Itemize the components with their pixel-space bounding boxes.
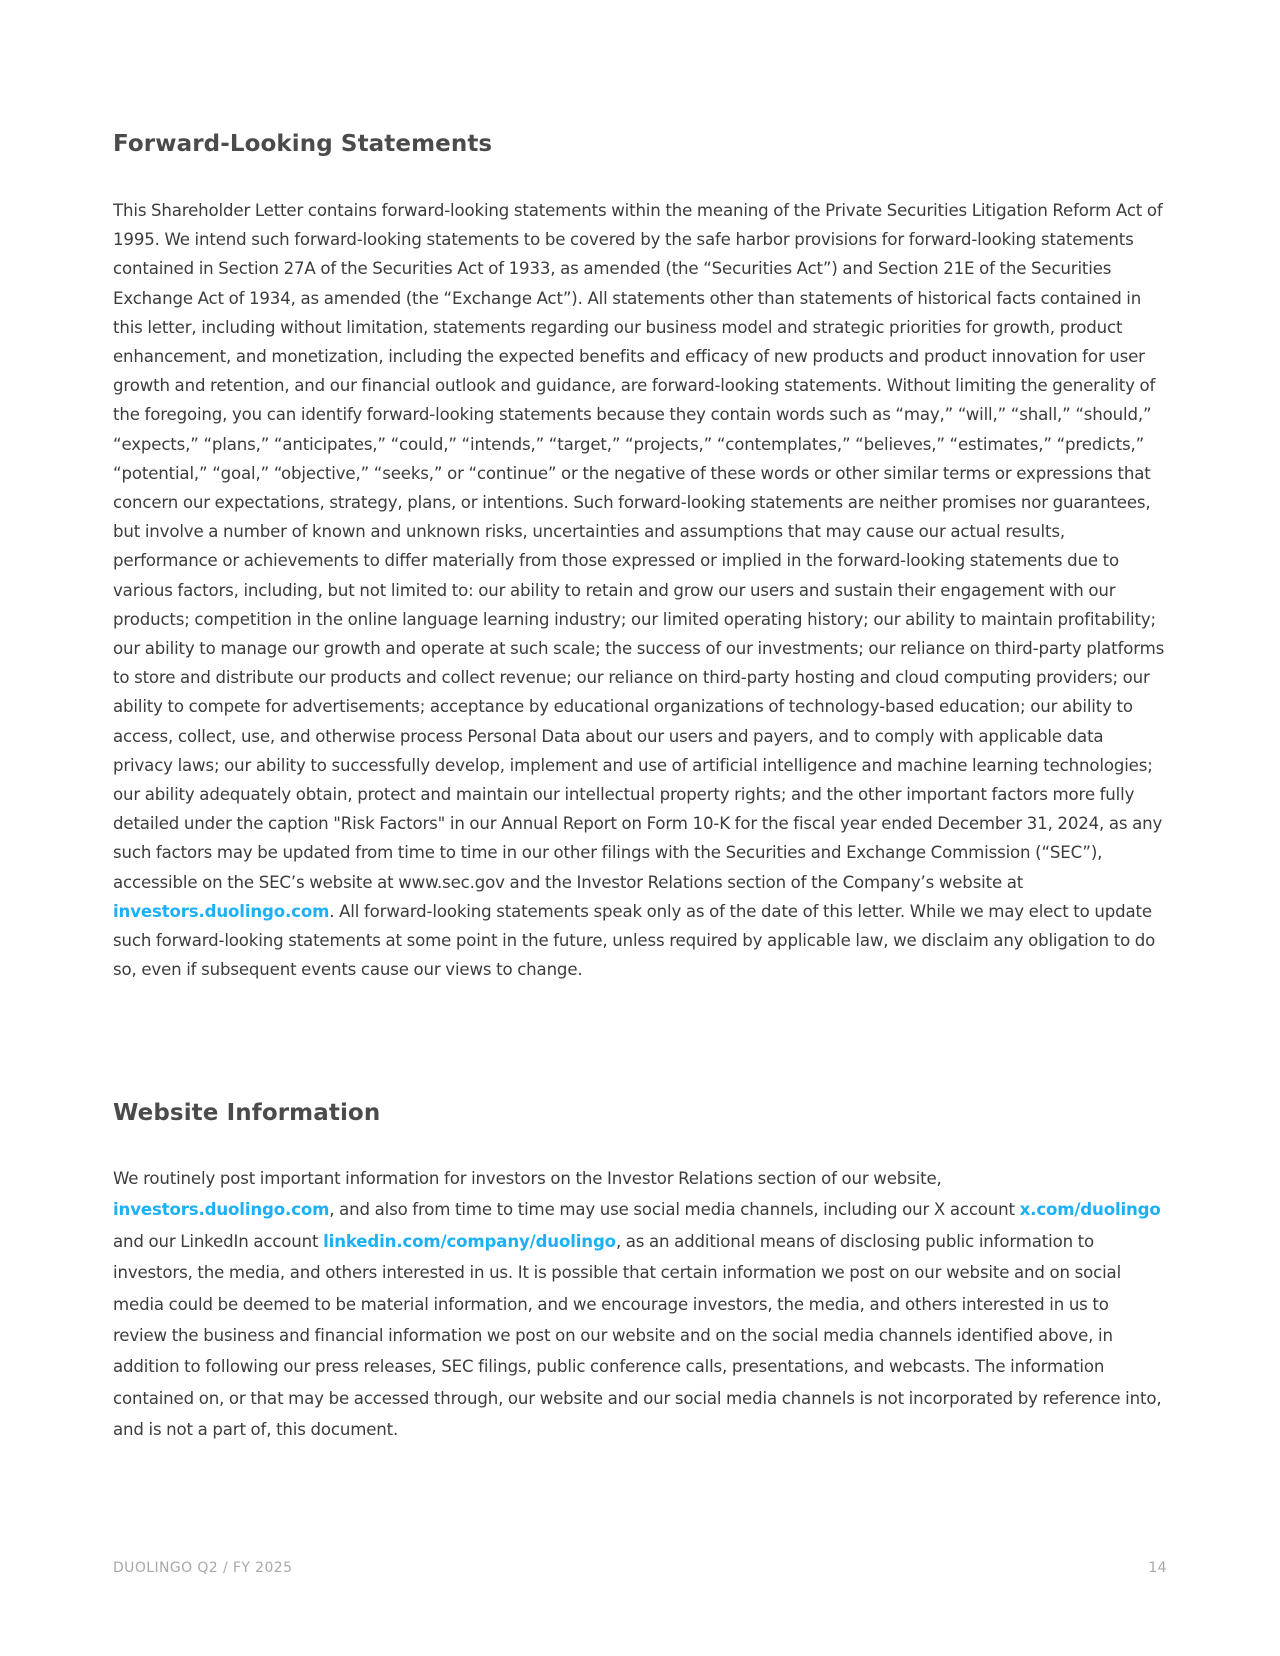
- website-text-1: We routinely post important information for investors on the Investor Relations section of our website,: [113, 1169, 942, 1188]
- website-text-2: , and also from time to time may use social media channels, including our X account: [329, 1200, 1020, 1220]
- forward-looking-text-1: This Shareholder Letter contains forward-looking statements within the meaning of the Private Securities Litigation Reform Act of 1995. We intend such forward-looking statements to be covered by the safe harbor provisions for forward-looking statements contained in Section 27A of the Securities Act of 1933, as amended (the “Securities Act”) and Section 21E of the Securities Exchange Act of 1934, as amended (the “Exchange Act”). All statements other than statements of historical facts contained in this letter, including without limitation, statements regarding our business model and strategic priorities for growth, product enhancement, and monetization, including the expected benefits and efficacy of new products and product innovation for user growth and retention, and our financial outlook and guidance, are forward-looking statements. Without limiting the generality of the foregoing, you can identify forward-looking statements because they contain words such as “may,” “will,” “shall,” “should,” “expects,” “plans,” “anticipates,” “could,” “intends,” “target,” “projects,” “contemplates,” “believes,” “estimates,” “predicts,” “potential,” “goal,” “objective,” “seeks,” or “continue” or the negative of these words or other similar terms or expressions that concern our expectations, strategy, plans, or intentions. Such forward-looking statements are neither promises nor guarantees, but involve a number of known and unknown risks, uncertainties and assumptions that may cause our actual results, performance or achievements to differ materially from those expressed or implied in the forward-looking statements due to various factors, including, but not limited to: our ability to retain and grow our users and sustain their engagement with our products; competition in the online language learning industry; our limited operating history; our ability to maintain profitability; our ability to manage our growth and operate at such scale; the success of our investments; our reliance on third-party platforms to store and distribute our products and collect revenue; our reliance on third-party hosting and cloud computing providers; our ability to compete for advertisements; acceptance by educational organizations of technology-based education; our ability to access, collect, use, and otherwise process Personal Data about our users and payers, and to comply with applicable data privacy laws; our ability to successfully develop, implement and use of artificial intelligence and machine learning technologies; our ability adequately obtain, protect and maintain our intellectual property rights; and the other important factors more fully detailed under the caption "Risk Factors" in our Annual Report on Form 10-K for the fiscal year ended December 31, 2024, as any such factors may be updated from time to time in our other filings with the Securities and Exchange Commission (“SEC”), accessible on the SEC’s website at www.sec.gov and the Investor Relations section of the Company’s website at: [113, 201, 1165, 892]
- investors-link-2[interactable]: investors.duolingo.com: [113, 1200, 330, 1220]
- page-number: 14: [1148, 1560, 1167, 1576]
- footer-label: DUOLINGO Q2 / FY 2025: [113, 1560, 293, 1576]
- website-information-paragraph: [113, 1163, 1167, 1446]
- website-information-heading: Website Information: [113, 1100, 381, 1126]
- forward-looking-text-2: . All forward-looking statements speak only as of the date of this letter. While we may elect to update such forward-looking statements at some point in the future, unless required by applicable law, we disclaim any obligation to do so, even if subsequent events cause our views to change.: [113, 901, 1156, 980]
- website-text-4: , as an additional means of disclosing public information to investors, the media, and others interested in us. It is possible that certain information we post on our website and on social media could be deemed to be material information, and we encourage investors, the media, and others interested in us to review the business and financial information we post on our website and on the social media channels identified above, in addition to following our press releases, SEC filings, public conference calls, presentations, and webcasts. The information contained on, or that may be accessed through, our website and our social media channels is not incorporated by reference into, and is not a part of, this document.: [113, 1231, 1162, 1440]
- forward-looking-heading: Forward-Looking Statements: [113, 131, 493, 157]
- forward-looking-paragraph: [113, 196, 1167, 984]
- website-text-3: and our LinkedIn account: [113, 1231, 324, 1251]
- x-account-link[interactable]: x.com/duolingo: [1019, 1200, 1161, 1220]
- investors-link[interactable]: investors.duolingo.com: [113, 901, 330, 921]
- linkedin-link[interactable]: linkedin.com/company/duolingo: [323, 1231, 616, 1251]
